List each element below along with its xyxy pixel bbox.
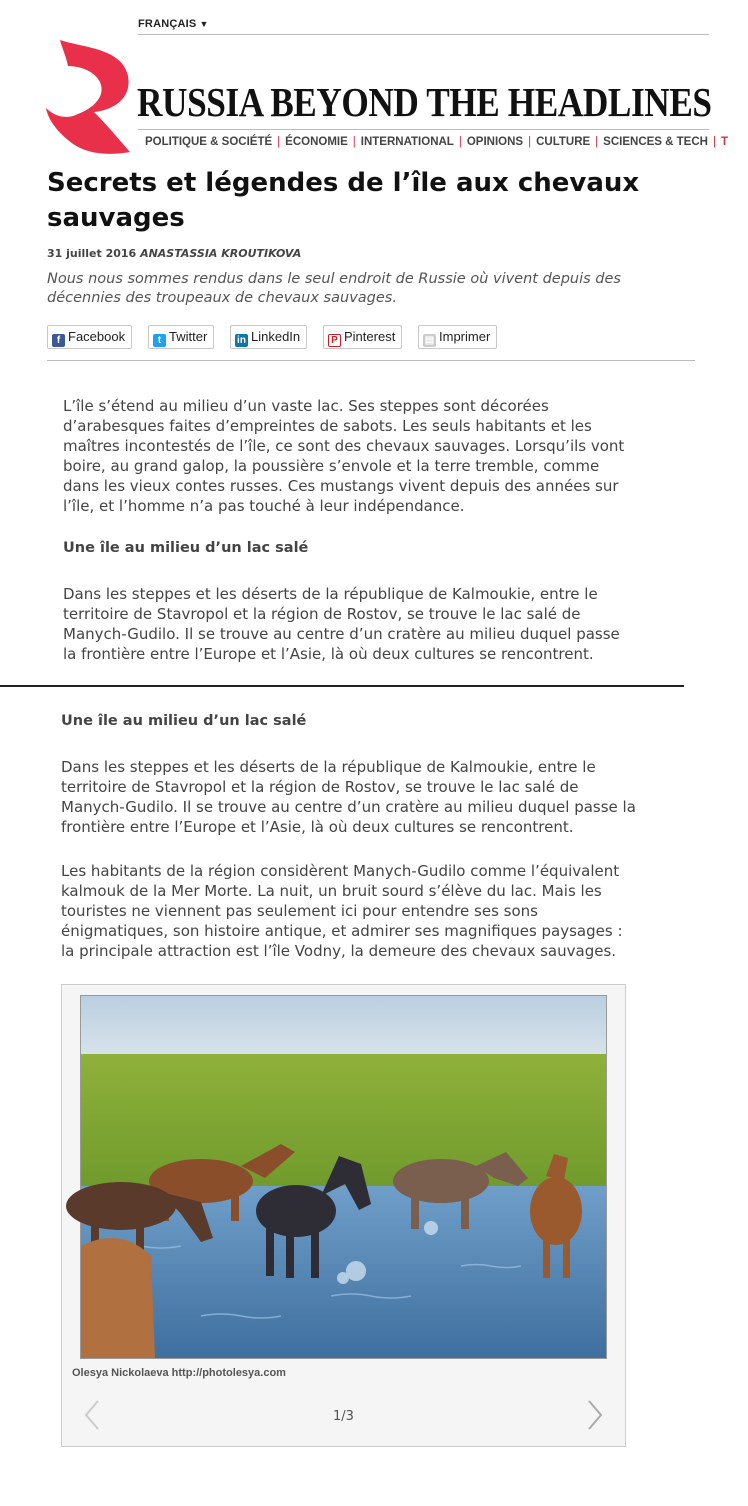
facebook-label: Facebook [68,329,126,344]
nav-separator: | [595,136,599,148]
nav-item-opinions[interactable]: OPINIONS [466,136,524,148]
share-bottom-rule [47,360,695,361]
article-date: 31 juillet 2016 [47,247,137,260]
nav-separator: | [712,136,716,148]
article-paragraph: Dans les steppes et les déserts de la république de Kalmoukie, entre le territoire de Stavropol et la région de Rostov, se trouve le lac salé de Manych-Gudilo. Il se trouve au centre d’un cratère au milieu duquel passe la frontière entre l’Europe et l’Asie, là où deux cultures se rencontrent. [63,585,620,663]
pinterest-label: Pinterest [344,329,396,344]
linkedin-icon: in [235,334,248,347]
section-heading: Une île au milieu d’un lac salé [63,540,309,556]
twitter-label: Twitter [169,329,208,344]
article-intro: L’île s’étend au milieu d’un vaste lac. Ses steppes sont décorées d’arabesques faites d’empreintes de sabots. Les seuls habitants et les maîtres incontestés de l’île, ce sont des chevaux sauvages. Lorsqu’ils vont boire, au grand galop, la poussière s’envole et la terre tremble, comme dans les vieux contes russes. Ces mustangs vivent depuis des années sur l’île, et l’homme n’a pas touché à leur indépendance. [63,397,625,515]
article-paragraph: Les habitants de la région considèrent Manych-Gudilo comme l’équivalent kalmouk de la Mer Morte. La nuit, un bruit sourd s’élève du lac. Mais les touristes ne viennent pas seulement ici pour entendre ses sons énigmatiques, son histoire antique, et admirer ses magnifiques paysages : la principale attraction est l’île Vodny, la demeure des chevaux sauvages. [61,862,623,960]
twitter-share-button[interactable] [148,325,214,349]
main-nav [138,130,728,154]
printer-icon: ▤ [424,335,435,346]
chevron-right-icon[interactable] [583,1397,607,1433]
nav-separator: | [528,136,532,148]
gallery-photo[interactable] [80,995,607,1359]
nav-item-international[interactable]: INTERNATIONAL [360,136,454,148]
article-title: Secrets et légendes de l’île aux chevaux sauvages [47,168,640,233]
facebook-share-button[interactable] [47,325,132,349]
print-button[interactable] [418,325,497,349]
gallery-counter: 1/3 [333,1409,354,1424]
article-author[interactable]: ANASTASSIA KROUTIKOVA [140,247,302,260]
nav-item-culture[interactable]: CULTURE [536,136,591,148]
photo-caption: Olesya Nickolaeva http://photolesya.com [72,1367,286,1379]
language-label: FRANÇAIS [138,18,197,30]
nav-separator: | [352,136,356,148]
twitter-icon: t [153,334,166,347]
article-meta [47,247,301,260]
nav-item-sciences[interactable]: SCIENCES & TECH [603,136,708,148]
nav-item-politique[interactable]: POLITIQUE & SOCIÉTÉ [145,136,273,148]
nav-item-economie[interactable]: ÉCONOMIE [285,136,348,148]
site-logo[interactable] [44,36,130,156]
wild-horses-image [81,996,606,1358]
pinterest-icon: P [328,334,341,347]
article-lede: Nous nous sommes rendus dans le seul endroit de Russie où vivent depuis des décennies des troupeaux de chevaux sauvages. [47,271,621,306]
print-label: Imprimer [439,329,491,344]
linkedin-share-button[interactable] [230,325,307,349]
page-divider [0,685,684,687]
header-top-rule [138,34,709,35]
language-selector[interactable] [138,18,209,30]
pinterest-share-button[interactable] [323,325,402,349]
section-heading: Une île au milieu d’un lac salé [61,713,307,729]
chevron-down-icon: ▼ [199,19,209,29]
linkedin-label: LinkedIn [251,329,301,344]
nav-item-truncated[interactable]: T [720,136,728,148]
facebook-icon: f [52,334,65,347]
nav-separator: | [277,136,281,148]
article-paragraph: Dans les steppes et les déserts de la république de Kalmoukie, entre le territoire de Stavropol et la région de Rostov, se trouve le lac salé de Manych-Gudilo. Il se trouve au centre d’un cratère au milieu duquel passe la frontière entre l’Europe et l’Asie, là où deux cultures se rencontrent. [61,758,636,836]
nav-separator: | [458,136,462,148]
photo-gallery [61,984,626,1447]
site-name[interactable]: RUSSIA BEYOND THE HEADLINES [137,79,712,125]
